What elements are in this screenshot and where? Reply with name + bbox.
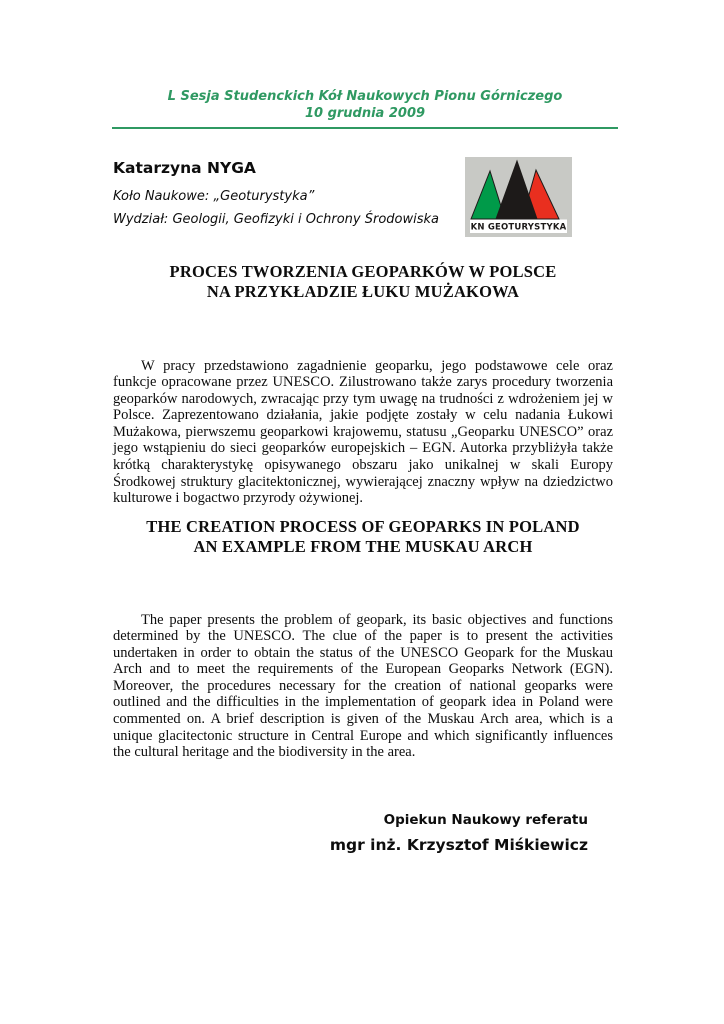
polish-abstract: W pracy przedstawiono zagadnienie geoparku, jego podstawowe cele oraz funkcje opracowane przez UNESCO. Zilustrowano także zarys procedury tworzenia geoparków narodowych, zwracając przy tym uwagę na trudności z wdrożeniem jej w Polsce. Zaprezentowano działania, jakie podjęte zostały w celu nadania Łukowi Mużakowa, pierwszemu geoparkowi krajowemu, statusu „Geoparku UNESCO” oraz jego wstąpieniu do sieci geoparków europejskich – EGN. Autorka przybliżyła także krótką charakterystykę opisywanego obszaru jako unikalnej w skali Europy Środkowej struktury glacitektonicznej, wywierającej znaczny wpływ na dziedzictwo kulturowe i bogactwo przyrody ożywionej. <box>113 357 613 507</box>
supervisor-role: Opiekun Naukowy referatu <box>383 812 588 828</box>
supervisor-block <box>330 812 588 854</box>
session-title: L Sesja Studenckich Kół Naukowych Pionu Górniczego <box>167 89 563 104</box>
logo-label: KN GEOTURYSTYKA <box>470 222 567 233</box>
english-title-line2: AN EXAMPLE FROM THE MUSKAU ARCH <box>193 537 533 556</box>
session-header <box>112 88 618 129</box>
author-scientific-circle: Koło Naukowe: „Geoturystyka” <box>113 189 315 204</box>
supervisor-name: mgr inż. Krzysztof Miśkiewicz <box>329 836 588 854</box>
session-date: 10 grudnia 2009 <box>304 106 426 121</box>
author-block <box>113 159 439 231</box>
english-abstract: The paper presents the problem of geopark, its basic objectives and functions determined by the UNESCO. The clue of the paper is to present the activities undertaken in order to obtain the status of the UNESCO Geopark for the Muskau Arch and to meet the requirements of the European Geoparks Network (EGN). Moreover, the procedures necessary for the creation of national geoparks were outlined and the difficulties in the implementation of geopark idea in Poland were commented on. A brief description is given of the Muskau Arch area, which is a unique glacitectonic structure in Central Europe and which significantly influences the cultural heritage and the biodiversity in the area. <box>113 611 613 761</box>
polish-title <box>113 262 613 302</box>
polish-title-line1: PROCES TWORZENIA GEOPARKÓW W POLSCE <box>169 262 557 281</box>
kn-geoturystyka-logo <box>465 157 572 237</box>
author-faculty: Wydział: Geologii, Geofizyki i Ochrony Środowiska <box>113 211 439 227</box>
mountains-logo-graphic <box>465 157 572 237</box>
polish-title-line2: NA PRZYKŁADZIE ŁUKU MUŻAKOWA <box>206 282 520 301</box>
author-name: Katarzyna NYGA <box>113 159 256 177</box>
english-title-line1: THE CREATION PROCESS OF GEOPARKS IN POLAND <box>146 517 580 536</box>
english-title <box>113 517 613 557</box>
